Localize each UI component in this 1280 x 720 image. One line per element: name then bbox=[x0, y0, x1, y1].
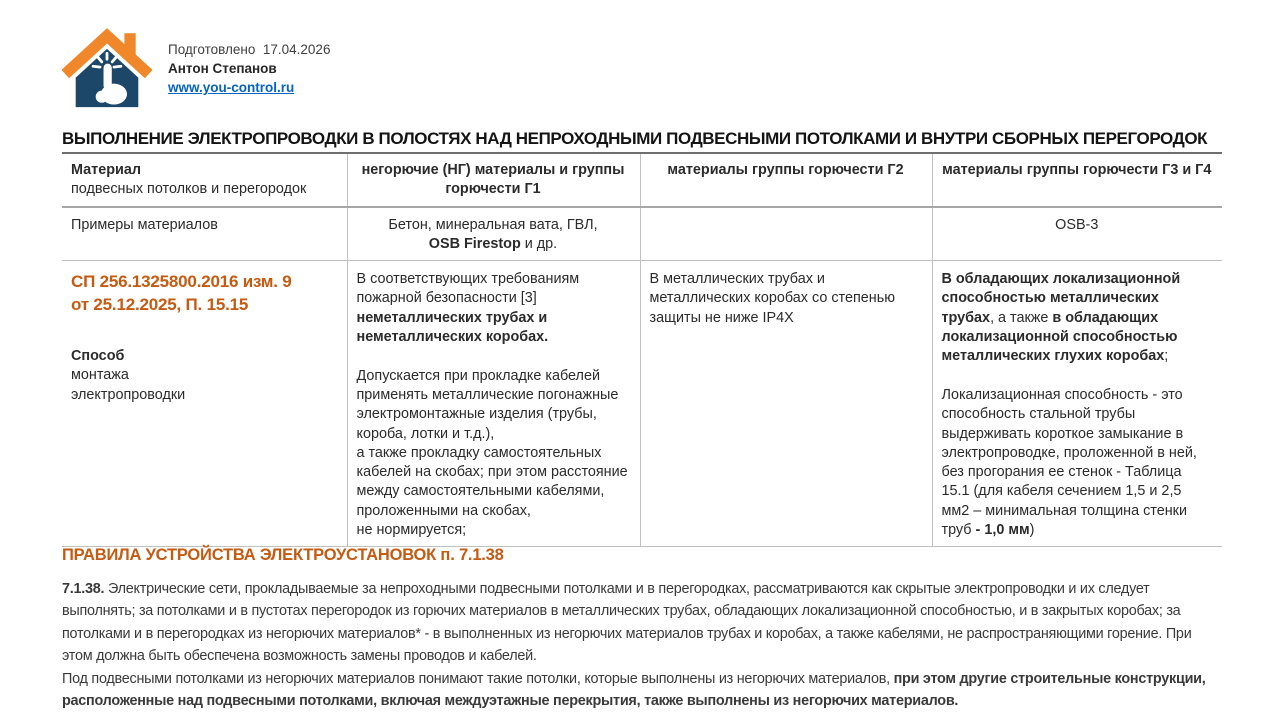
header-cell-material: Материал подвесных потолков и перегородок bbox=[62, 153, 347, 207]
pue-section-heading: ПРАВИЛА УСТРОЙСТВА ЭЛЕКТРОУСТАНОВОК п. 7.1.38 bbox=[62, 546, 504, 564]
method-row bbox=[62, 261, 1222, 547]
method-g3g4-cell: В обладающих локализационной способностью металлических трубах, а также в обладающих локализационной способностью металлических глухих коробах; Локализационная способность - это способность стальной трубы выдерживать короткое замыкание в электропроводке, проложенной в ней, без прогорания ее стенок - Таблица 15.1 (для кабеля сечением 1,5 и 2,5 мм2 – минимальная толщина стенки труб - 1,0 мм) bbox=[932, 261, 1222, 547]
author-name: Антон Степанов bbox=[168, 61, 277, 76]
examples-g2-cell bbox=[640, 207, 932, 261]
materials-table bbox=[62, 152, 1222, 547]
examples-row bbox=[62, 207, 1222, 261]
page-title: ВЫПОЛНЕНИЕ ЭЛЕКТРОПРОВОДКИ В ПОЛОСТЯХ НАД НЕПРОХОДНЫМИ ПОДВЕСНЫМИ ПОТОЛКАМИ И ВНУТРИ СБОРНЫХ ПЕРЕГОРОДОК bbox=[62, 129, 1208, 148]
prepared-by-block bbox=[168, 28, 330, 108]
header-cell-g2: материалы группы горючести Г2 bbox=[640, 153, 932, 207]
materials-table-wrap bbox=[62, 152, 1222, 547]
method-g2-cell: В металлических трубах и металлических коробах со степенью защиты не ниже IP4X bbox=[640, 261, 932, 547]
method-label-text: Способ монтажа электропроводки bbox=[71, 348, 186, 403]
prepared-date-text: Подготовлено 17.04.2026 bbox=[168, 42, 331, 57]
examples-g3g4-cell: OSB-3 bbox=[932, 207, 1222, 261]
examples-ng-cell: Бетон, минеральная вата, ГВЛ, OSB Firestop и др. bbox=[347, 207, 640, 261]
examples-label-cell: Примеры материалов bbox=[62, 207, 347, 261]
you-control-logo-icon bbox=[62, 28, 152, 108]
document-header bbox=[62, 28, 330, 108]
header-cell-ng-g1: негорючие (НГ) материалы и группы горючести Г1 bbox=[347, 153, 640, 207]
table-header-row bbox=[62, 153, 1222, 207]
method-ng-cell: В соответствующих требованиям пожарной безопасности [3] неметаллических трубах и неметаллических коробах. Допускается при прокладке кабелей применять металлические погонажные электромонтажные изделия (трубы, короба, лотки и т.д.), а также прокладку самостоятельных кабелей на скобах; при этом расстояние между самостоятельными кабелями, проложенными на скобах, не нормируется; bbox=[347, 261, 640, 547]
method-label-cell bbox=[62, 261, 347, 547]
sp-reference-text: СП 256.1325800.2016 изм. 9 от 25.12.2025, П. 15.15 bbox=[71, 272, 292, 315]
website-link[interactable]: www.you-control.ru bbox=[168, 80, 295, 95]
pue-paragraph: 7.1.38. Электрические сети, прокладываемые за непроходными подвесными потолками и в перегородках, рассматриваются как скрытые электропроводки и их следует выполнять; за потолками и в пустотах перегородок из горючих материалов в металлических трубах, обладающих локализационной способностью, и в закрытых коробах; за потолками и в перегородках из негорючих материалов* - в выполненных из негорючих материалов трубах и коробах, а также кабелями, не распространяющими горение. При этом должна быть обеспечена возможность замены проводов и кабелей. Под подвесными потолками из негорючих материалов понимают такие потолки, которые выполнены из негорючих материалов, при этом другие строительные конструкции, расположенные над подвесными потолками, включая междуэтажные перекрытия, также выполнены из негорючих материалов. bbox=[62, 581, 1206, 710]
header-cell-g3-g4: материалы группы горючести Г3 и Г4 bbox=[932, 153, 1222, 207]
